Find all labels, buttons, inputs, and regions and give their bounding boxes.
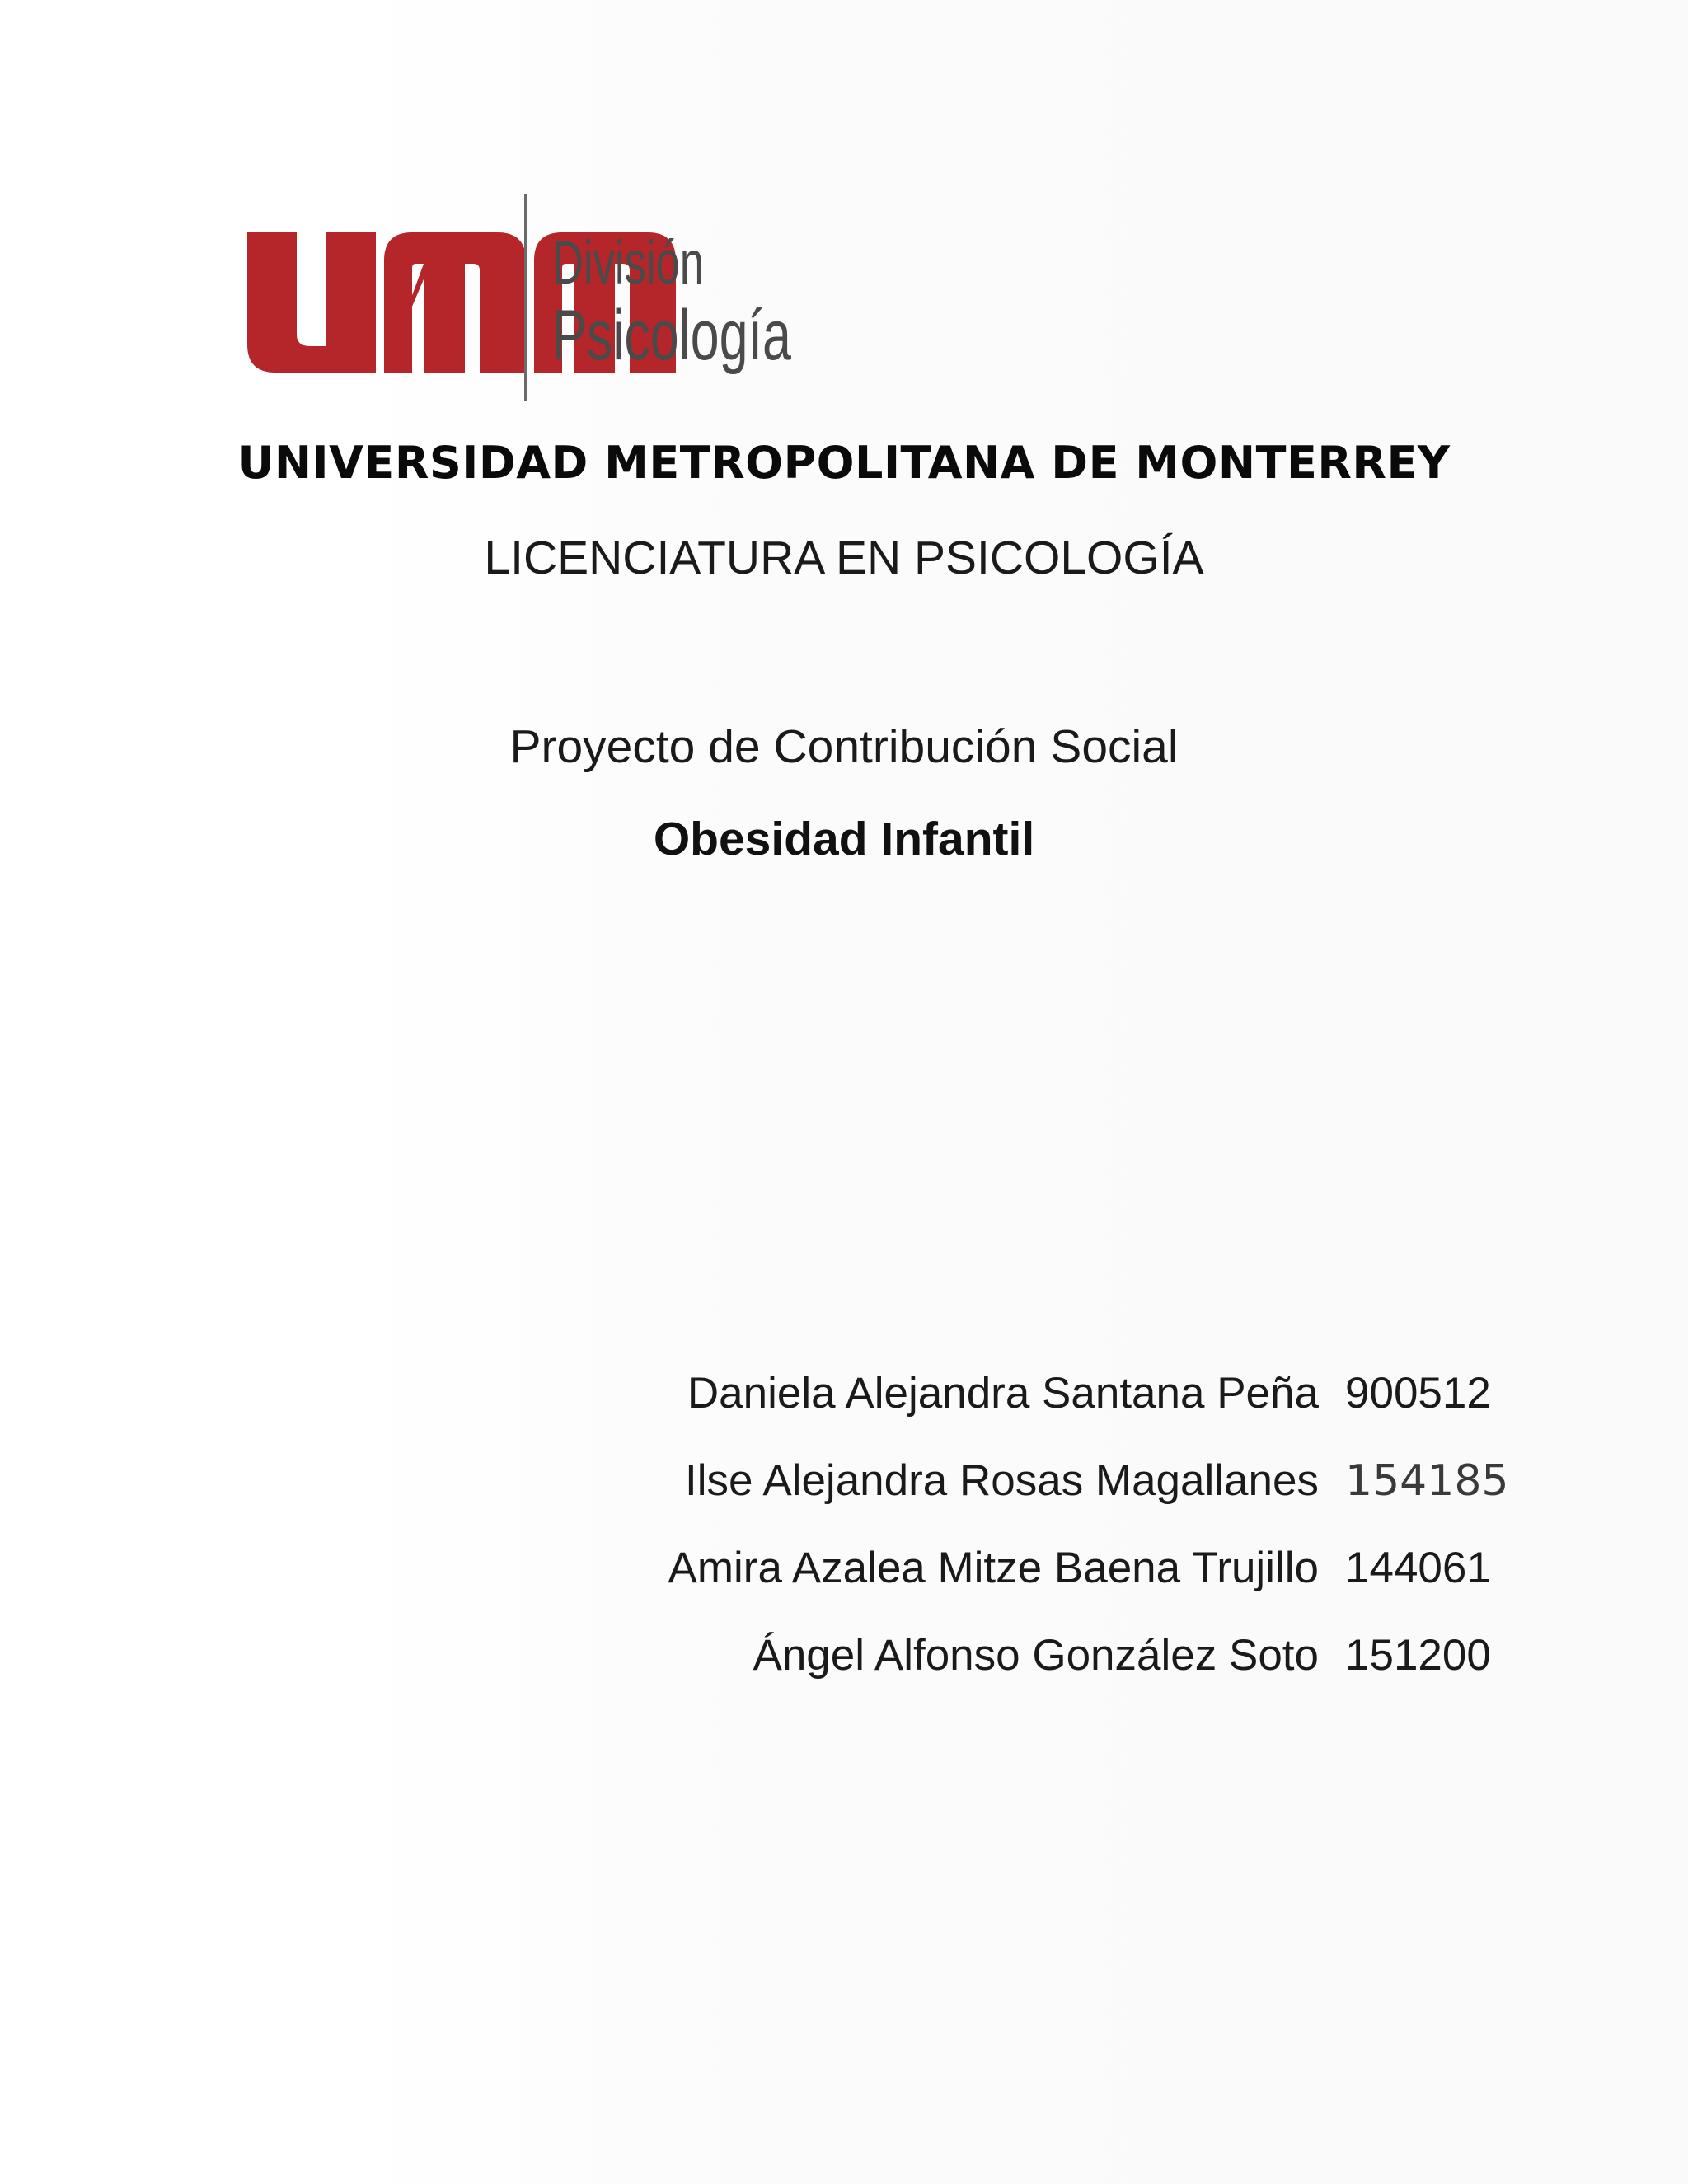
author-name: Amira Azalea Mitze Baena Trujillo <box>668 1544 1319 1592</box>
logo-division-text: División <box>552 228 704 297</box>
logo-m1-shape <box>384 232 526 373</box>
logo-divider <box>524 194 528 401</box>
author-row <box>668 1368 1492 1455</box>
author-id: 154185 <box>1345 1456 1509 1506</box>
authors-list <box>668 1368 1509 1718</box>
author-name: Daniela Alejandra Santana Peña <box>687 1369 1319 1418</box>
project-type: Proyecto de Contribución Social <box>509 720 1179 773</box>
author-id: 900512 <box>1345 1369 1491 1418</box>
author-id: 144061 <box>1345 1544 1491 1592</box>
logo-u-shape <box>247 232 376 373</box>
university-logo <box>246 194 806 401</box>
author-id: 151200 <box>1345 1631 1491 1680</box>
author-row <box>668 1630 1492 1718</box>
author-name: Ángel Alfonso González Soto <box>753 1631 1319 1680</box>
project-title: Obesidad Infantil <box>653 813 1035 865</box>
author-row <box>668 1543 1492 1630</box>
logo-department-text: Psicología <box>552 296 792 375</box>
author-row <box>668 1455 1509 1543</box>
author-name: Ilse Alejandra Rosas Magallanes <box>685 1456 1319 1505</box>
university-name: UNIVERSIDAD METROPOLITANA DE MONTERREY <box>237 437 1451 489</box>
career-title: LICENCIATURA EN PSICOLOGÍA <box>484 532 1204 584</box>
